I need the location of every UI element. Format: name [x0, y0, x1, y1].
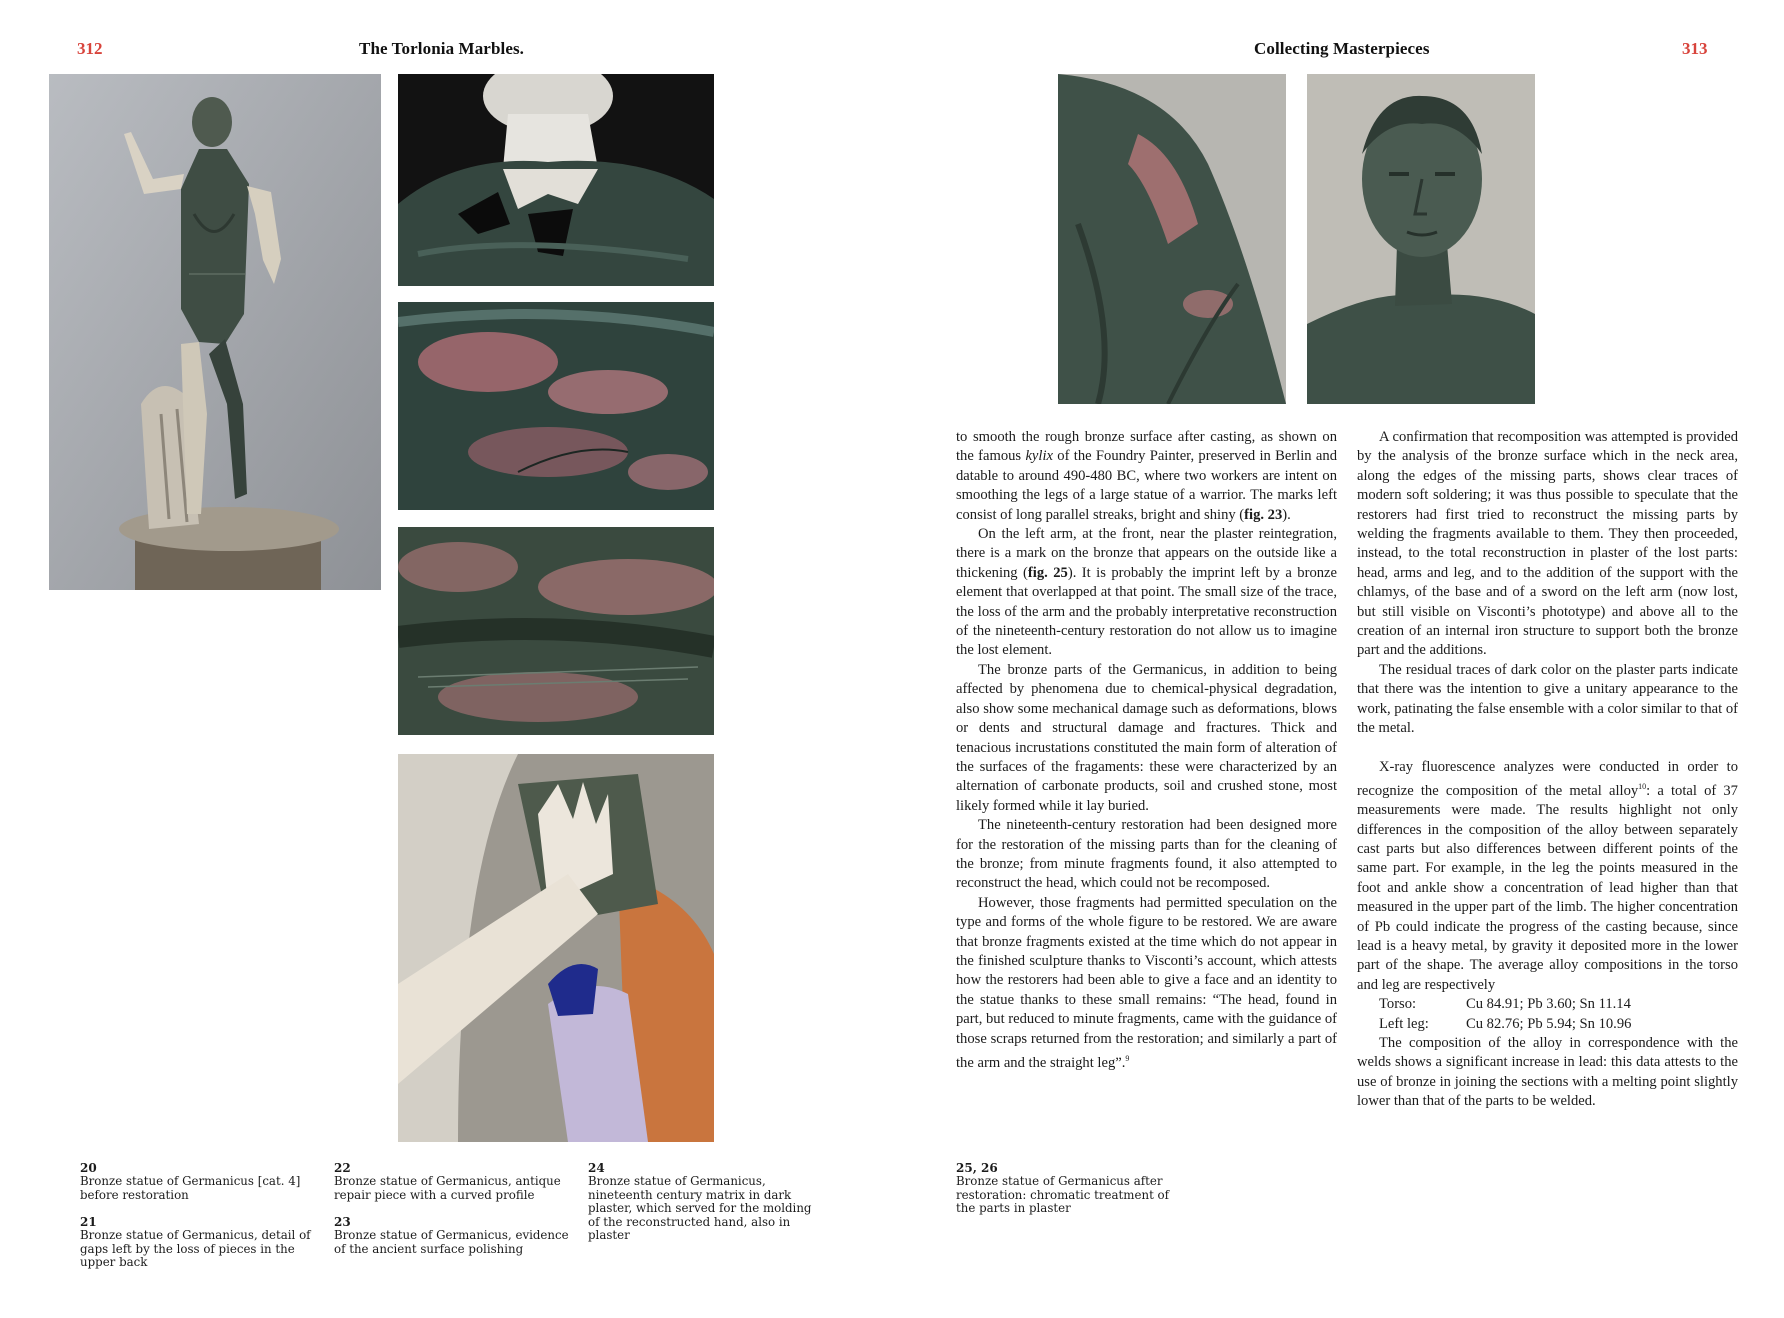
- footnote-marker: 10: [1638, 781, 1647, 791]
- figure-reference: fig. 23: [1244, 506, 1283, 523]
- paragraph: On the left arm, at the front, near the plaster reintegration, there is a mark on the bronze that appears on the outside like a thickening (fig. 25). It is probably the imprint left by a bronze element that overlapped at that point. The small size of the trace, the loss of the arm and the probably interpretative reconstruction of the nineteenth-century restoration do not allow us to imagine the lost element.: [956, 526, 1337, 659]
- paragraph: to smooth the rough bronze surface after casting, as shown on the famous kylix of the Foundry Painter, preserved in Berlin and datable to around 490-480 BC, where two workers are intent on smoothing the legs of a large statue of a warrior. The marks left consist of long parallel streaks, bright and shiny (fig. 23).: [956, 429, 1337, 523]
- paragraph: However, those fragments had permitted speculation on the type and forms of the whole figure to be restored. We are aware that bronze fragments existed at the time which do not appear in the finished sculpture thanks to Visconti’s account, which attests how the restorers had been able to give a face and an identity to the statue thanks to these small remains: “The head, found in part, but reduced to minute fragments, came with the guidance of those scraps returned from the restoration; and similarly a part of the arm and the straight leg”.$^9$: [956, 894, 1337, 1071]
- photo-plaster-matrix-hand: [398, 754, 714, 1142]
- left-running-head: The Torlonia Marbles.: [359, 39, 525, 58]
- photo-antique-repair-piece: [398, 302, 714, 510]
- caption-fig-20: 20 Bronze statue of Germanicus [cat. 4] before restoration: [80, 1161, 301, 1202]
- text-column-right: [1357, 428, 1738, 1112]
- right-running-head: Collecting Masterpieces: [1254, 39, 1430, 58]
- paragraph: The nineteenth-century restoration had been designed more for the restoration of the missing parts than for the cleaning of the bronze; from minute fragments found, it also attempted to reconstruct the head, which could not be recomposed.: [956, 817, 1337, 892]
- photo-arm-after-restoration: [1058, 74, 1286, 404]
- footnote-marker: 9: [1125, 1054, 1130, 1063]
- text-column-left: [956, 428, 1337, 1073]
- left-page-number: 312: [77, 39, 103, 58]
- right-page-number: 313: [1682, 39, 1708, 58]
- caption-fig-22: 22 Bronze statue of Germanicus, antique repair piece with a curved profile: [334, 1161, 561, 1202]
- photo-ancient-surface-polishing: [398, 527, 714, 735]
- photo-head-after-restoration: [1307, 74, 1535, 404]
- photo-statue-before-restoration: [49, 74, 381, 590]
- caption-fig-21: 21 Bronze statue of Germanicus, detail of gaps left by the loss of pieces in the upper back: [80, 1215, 311, 1270]
- paragraph: The composition of the alloy in correspondence with the welds shows a significant increase in lead: this data attests to the use of bronze in joining the sections with a melting point slightly lower than that of the parts to be welded.: [1357, 1035, 1738, 1110]
- paragraph: The bronze parts of the Germanicus, in addition to being affected by phenomena due to chemical-physical degradation, also show some mechanical damage such as deformations, blows or dents and structural damage and fractures. Thick and tenacious incrustations constituted the main form of alteration of the surfaces of the fragaments: these were characterized by an alternation of carbonate products, soil and crushed stone, most likely formed while it lay buried.: [956, 661, 1337, 814]
- paragraph: The residual traces of dark color on the plaster parts indicate that there was the intention to give a unitary appearance to the work, patinating the false ensemble with a color similar to that of the metal.: [1357, 661, 1738, 737]
- paragraph: A confirmation that recomposition was attempted is provided by the analysis of the bronze surface which in the neck area, along the edges of the missing parts, shows clear traces of modern soft soldering; it was thus possible to speculate that the restorers had first tried to reconstruct the missing parts by welding the fragments available to them. They then proceeded, instead, to the total reconstruction in plaster of the lost parts: head, arms and leg, and to the addition of the support with the chlamys, of the base and of a sword on the left arm (now lost, but still visible on Visconti’s phototype) and above all to the creation of an internal iron structure to support both the bronze part and the additions.: [1357, 429, 1738, 659]
- caption-fig-25-26: 25, 26 Bronze statue of Germanicus after restoration: chromatic treatment of the parts in plaster: [956, 1161, 1170, 1216]
- photo-back-gaps-detail: [398, 74, 714, 286]
- alloy-row-torso: Torso: Cu 84.91; Pb 3.60; Sn 11.14: [1379, 996, 1631, 1013]
- figure-reference: fig. 25: [1027, 564, 1068, 581]
- caption-fig-23: 23 Bronze statue of Germanicus, evidence of the ancient surface polishing: [334, 1215, 569, 1256]
- alloy-row-left-leg: Left leg: Cu 82.76; Pb 5.94; Sn 10.96: [1379, 1015, 1632, 1032]
- paragraph: X-ray fluorescence analyzes were conducted in order to recognize the composition of the metal alloy$^{10}$: a total of 37 measurements were made. The results highlight not only differences in the composition of the alloy between separately cast parts but also differences between different points of the same part. For example, in the leg the points measured in the foot and ankle show a concentration of lead higher than that measured in the upper part of the limb. The higher concentration of Pb could indicate the progress of the casting because, since lead is a heavy metal, by gravity it deposited more in the lower part of the shape. The average alloy compositions in the torso and leg are respectively: [1357, 758, 1738, 993]
- caption-fig-24: 24 Bronze statue of Germanicus, nineteenth century matrix in dark plaster, which served for the molding of the reconstructed hand, also in plaster: [588, 1161, 812, 1243]
